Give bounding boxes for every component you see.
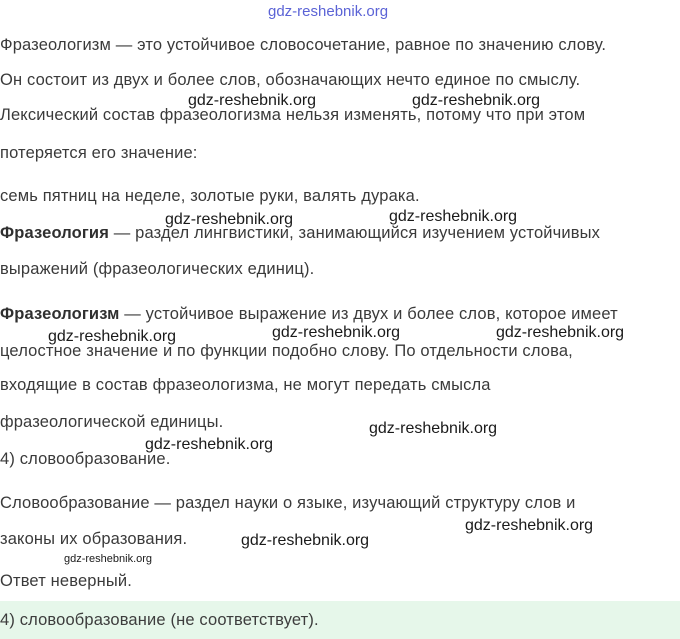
watermark: gdz-reshebnik.org: [268, 3, 389, 20]
term-phraseology: Фразеология: [0, 224, 110, 242]
examples-line: семь пятниц на неделе, золотые руки, валять дурака.: [0, 187, 420, 205]
watermark: gdz-reshebnik.org: [188, 92, 317, 109]
watermark: gdz-reshebnik.org: [496, 324, 625, 341]
definition-line-4: потеряется его значение:: [0, 144, 198, 162]
watermark: gdz-reshebnik.org: [369, 420, 498, 437]
phraseologism-line-3: входящие в состав фразеологизма, не могут передать смысла: [0, 376, 491, 394]
watermark: gdz-reshebnik.org: [241, 532, 370, 549]
definition-line-3: Лексический состав фразеологизма нельзя изменять, потому что при этом: [0, 106, 586, 124]
watermark: gdz-reshebnik.org: [48, 328, 177, 345]
wordformation-line-1: Словообразование — раздел науки о языке, изучающий структуру слов и: [0, 494, 576, 512]
phraseologism-definition: [0, 304, 618, 324]
watermark: gdz-reshebnik.org: [465, 517, 594, 534]
phraseology-line-2: выражений (фразеологических единиц).: [0, 260, 315, 278]
watermark: gdz-reshebnik.org: [165, 211, 294, 228]
wordformation-line-2: законы их образования.: [0, 530, 188, 548]
verdict: Ответ неверный.: [0, 572, 132, 590]
phraseologism-line-4: фразеологической единицы.: [0, 413, 224, 431]
option-4: 4) словообразование.: [0, 450, 171, 468]
definition-line-2: Он состоит из двух и более слов, обозначающих нечто единое по смыслу.: [0, 71, 581, 89]
term-phraseologism: Фразеологизм: [0, 305, 120, 323]
phraseology-definition: [0, 223, 600, 243]
phraseology-text: — раздел лингвистики, занимающийся изучением устойчивых: [109, 224, 601, 242]
phraseologism-line-2: целостное значение и по функции подобно слову. По отдельности слова,: [0, 342, 573, 360]
answer-highlight: [0, 601, 680, 639]
watermark: gdz-reshebnik.org: [272, 324, 401, 341]
watermark: gdz-reshebnik.org: [412, 92, 541, 109]
watermark: gdz-reshebnik.org: [64, 553, 153, 565]
definition-line-1: Фразеологизм — это устойчивое словосочетание, равное по значению слову.: [0, 36, 607, 54]
phraseologism-text: — устойчивое выражение из двух и более слов, которое имеет: [119, 305, 618, 323]
watermark: gdz-reshebnik.org: [145, 436, 274, 453]
answer-text: 4) словообразование (не соответствует).: [0, 611, 319, 629]
watermark: gdz-reshebnik.org: [389, 208, 518, 225]
